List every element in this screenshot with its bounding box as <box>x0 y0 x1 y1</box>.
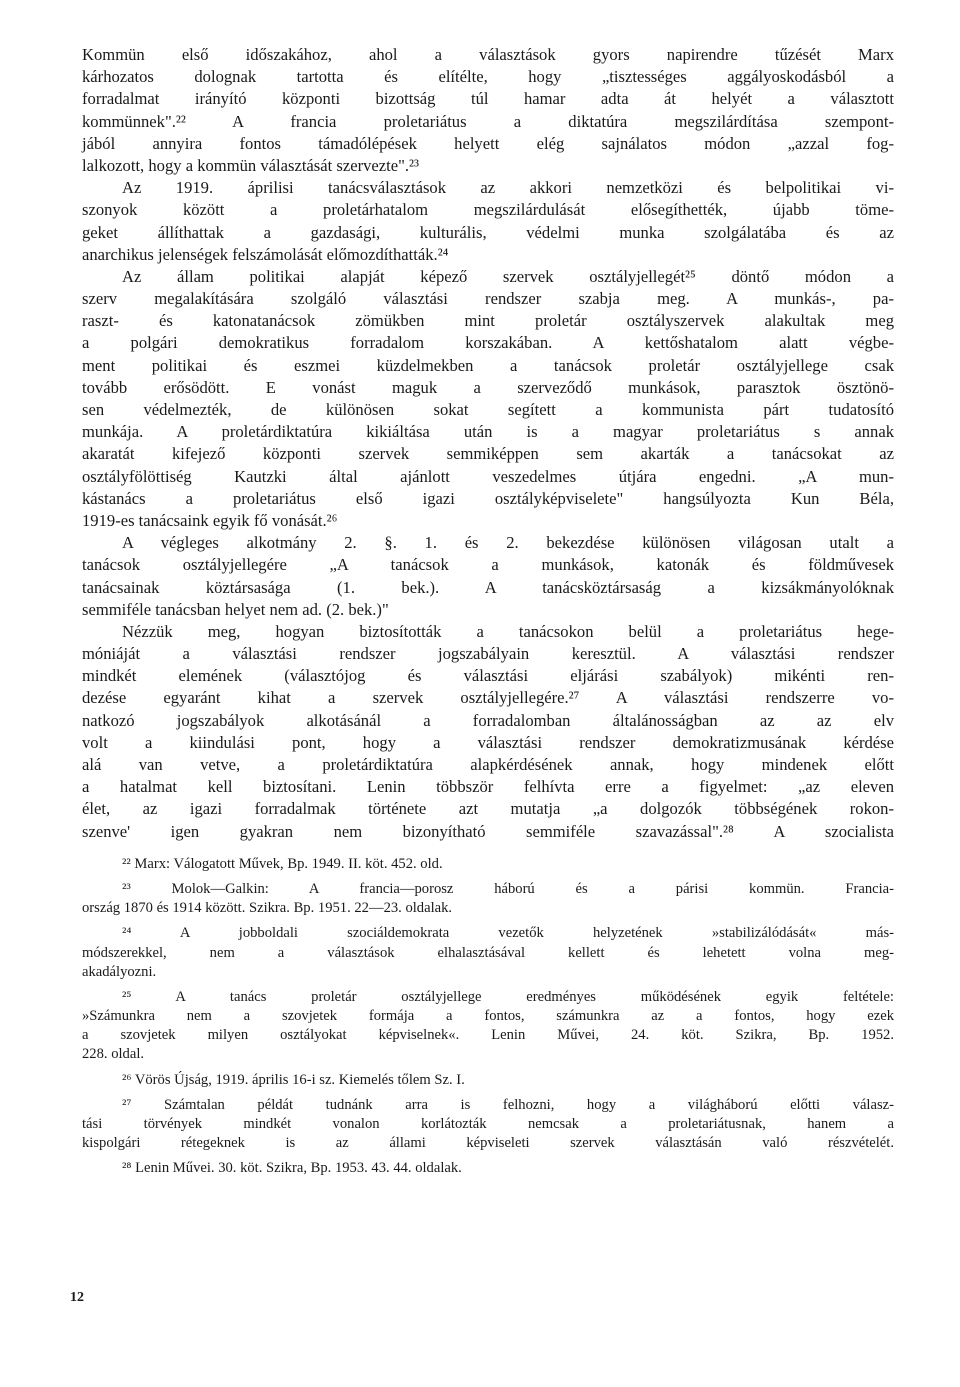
footnotes <box>82 855 894 1179</box>
footnote-line: ²⁸ Lenin Művei. 30. köt. Szikra, Bp. 1953. 43. 44. oldalak. <box>122 1160 462 1177</box>
body-line: volt a kiindulási pont, hogy a választási rendszer demokratizmusának kérdése <box>82 732 894 752</box>
footnote-line: tási törvények mindkét vonalon korlátozták nemcsak a proletariátusnak, hanem a <box>82 1116 894 1132</box>
footnote-line: 228. oldal. <box>82 1046 145 1063</box>
body-line: Kommün első időszakához, ahol a választások gyors napirendre tűzését Marx <box>82 45 894 64</box>
footnote-line: ²⁵ A tanács proletár osztályjellege eredményes működésének egyik feltétele: <box>122 988 894 1005</box>
body-line: A végleges alkotmány 2. §. 1. és 2. bekezdése különösen világosan utalt a <box>122 533 894 553</box>
body-line: dezése egyaránt kihat a szervek osztályjellegére.²⁷ A választási rendszerre vo- <box>82 688 894 708</box>
footnote-line: kispolgári rétegeknek is az állami képviseleti szervek választásán való részvételét. <box>82 1135 894 1152</box>
body-line: Az 1919. áprilisi tanácsválasztások az akkori nemzetközi és belpolitikai vi- <box>122 178 894 198</box>
body-line: sen védelmezték, de különösen sokat segített a kommunista párt tudatosító <box>82 400 894 419</box>
body-line: forradalmat irányító központi bizottság túl hamar adta át helyét a választott <box>82 89 894 109</box>
footnote-line: akadályozni. <box>82 963 157 980</box>
body-line: Nézzük meg, hogyan biztosították a tanácsokon belül a proletariátus hege- <box>122 621 894 641</box>
footnote-line: ²² Marx: Válogatott Művek, Bp. 1949. II. köt. 452. old. <box>122 855 443 872</box>
body-line: kástanács a proletariátus első igazi osztályképviselete" hangsúlyozta Kun Béla, <box>82 488 894 508</box>
footnote-line: módszerekkel, nem a választások elhalasztásával kellett és lehetett volna meg- <box>82 944 894 961</box>
body-line: tanácsainak köztársasága (1. bek.). A tanácsköztársaság a kizsákmányolóknak <box>82 577 894 597</box>
page-content <box>82 44 894 1179</box>
body-line: kárhozatos dolognak tartotta és elítélte, hogy „tisztességes aggályoskodásból a <box>82 67 894 87</box>
page-number: 12 <box>70 1290 84 1305</box>
footnote-line: »Számunkra nem a szovjetek formája a fontos, számunkra az a fontos, hogy ezek <box>82 1008 894 1025</box>
body-line: geket állíthattak a gazdasági, kulturális, védelmi munka szolgálatába és az <box>82 222 894 242</box>
body-line: anarchikus jelenségek felszámolását előmozdíthatták.²⁴ <box>82 244 449 264</box>
body-line: alá van vetve, a proletárdiktatúra alapkérdésének annak, hogy mindenek előtt <box>82 755 894 774</box>
body-line: a hatalmat kell biztosítani. Lenin többször felhívta erre a figyelmet: „az eleven <box>82 777 894 797</box>
body-line: osztályfölöttiség Kautzki által ajánlott veszedelmes útjára engedni. „A mun- <box>82 466 894 486</box>
body-line: szenve' igen gyakran nem bizonyítható semmiféle szavazással".²⁸ A szocialista <box>82 821 894 841</box>
footnote-line: a szovjetek milyen osztályokat képviselnek«. Lenin Művei, 24. köt. Szikra, Bp. 1952. <box>82 1027 894 1044</box>
footnote-line: ²⁴ A jobboldali szociáldemokrata vezetők helyzetének »stabilizálódását« más- <box>122 925 894 942</box>
footnote-line: ország 1870 és 1914 között. Szikra. Bp. 1951. 22—23. oldalak. <box>82 900 453 917</box>
footnote-line: ²⁶ Vörös Újság, 1919. április 16-i sz. Kiemelés tőlem Sz. I. <box>122 1071 465 1088</box>
body-line: raszt- és katonatanácsok zömükben mint proletár osztályszervek alakultak meg <box>82 311 894 331</box>
body-line: akaratát kifejező központi szervek semmiképpen sem akarták a tanácsokat az <box>82 444 894 464</box>
body-line: mindkét elemének (választójog és választási eljárási szabályok) mikénti ren- <box>82 666 894 686</box>
body-line: kommünnek".²² A francia proletariátus a diktatúra megszilárdítása szempont- <box>82 111 894 131</box>
footnote-line: ²³ Molok—Galkin: A francia—porosz háború és a párisi kommün. Francia- <box>122 880 894 897</box>
footnote-line: ²⁷ Számtalan példát tudnánk arra is felhozni, hogy a világháború előtti válasz- <box>122 1096 894 1113</box>
body-line: tovább erősödött. E vonást maguk a szerveződő munkások, parasztok ösztönö- <box>82 377 894 397</box>
body-line: Az állam politikai alapját képező szervek osztályjellegét²⁵ döntő módon a <box>122 266 894 286</box>
body-line: 1919-es tanácsaink egyik fő vonását.²⁶ <box>82 510 338 530</box>
body-line: semmiféle tanácsban helyet nem ad. (2. bek.)" <box>82 599 389 619</box>
body-line: jából annyira fontos támadólépések helyett elég sajnálatos módon „azzal fog- <box>82 133 894 153</box>
body-line: munkája. A proletárdiktatúra kikiáltása után is a magyar proletariátus s annak <box>82 422 894 442</box>
body-text <box>82 44 894 843</box>
body-line: szonyok között a proletárhatalom megszilárdulását elősegíthették, újabb töme- <box>82 200 894 220</box>
body-line: a polgári demokratikus forradalom korszakában. A kettőshatalom alatt végbe- <box>82 333 894 353</box>
body-line: tanácsok osztályjellegére „A tanácsok a munkások, katonák és földművesek <box>82 555 894 575</box>
body-line: móniáját a választási rendszer jogszabályain keresztül. A választási rendszer <box>82 644 894 664</box>
body-line: szerv megalakítására szolgáló választási rendszer szabja meg. A munkás-, pa- <box>82 289 894 309</box>
body-line: ment politikai és eszmei küzdelmekben a tanácsok proletár osztályjellege csak <box>82 355 894 375</box>
body-line: natkozó jogszabályok alkotásánál a forradalomban általánosságban az az elv <box>82 710 894 730</box>
body-line: lalkozott, hogy a kommün választását szervezte".²³ <box>82 155 419 175</box>
body-line: élet, az igazi forradalmak története azt mutatja „a dolgozók többségének rokon- <box>82 799 894 819</box>
